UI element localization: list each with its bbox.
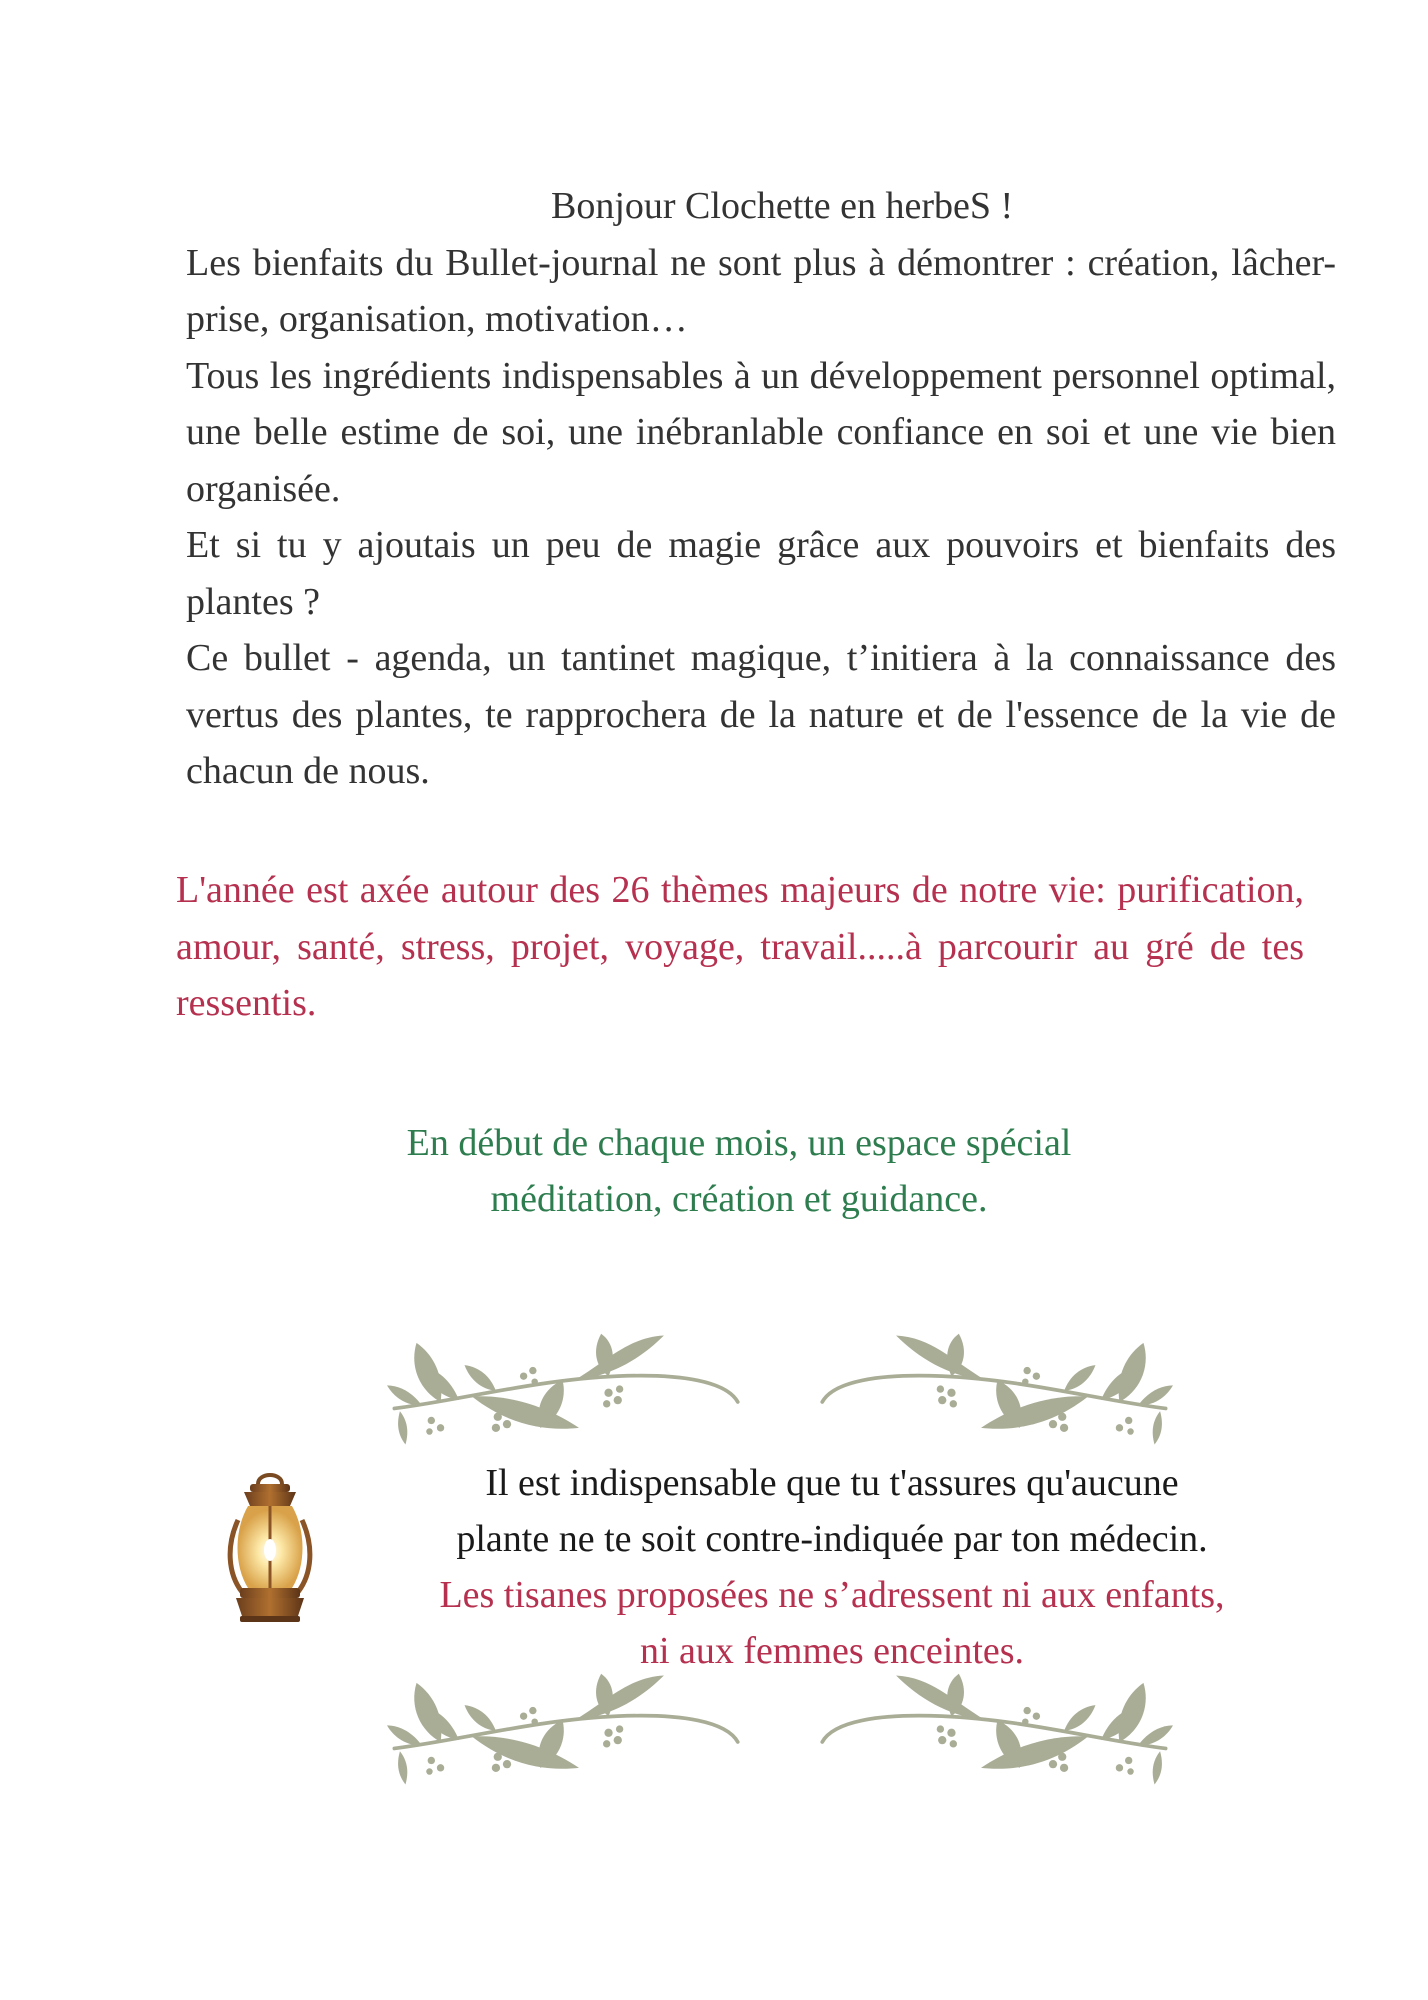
themes-section <box>176 862 1304 1032</box>
notice-line-4: ni aux femmes enceintes. <box>639 1630 1025 1672</box>
notice-line-3: Les tisanes proposées ne s’adressent ni aux enfants, <box>439 1574 1225 1616</box>
notice-section <box>370 1455 1294 1679</box>
notice-line-1: Il est indispensable que tu t'assures qu'aucune <box>485 1462 1179 1504</box>
intro-paragraph-2: Tous les ingrédients indispensables à un développement personnel optimal, une belle estime de soi, une inébranlable confiance en soi et une vie bien organisée. <box>186 354 1336 510</box>
olive-branch-icon <box>798 1670 1188 1790</box>
intro-paragraph-1: Les bienfaits du Bullet-journal ne sont plus à démontrer : création, lâcher-prise, organisation, motivation… <box>186 241 1336 340</box>
intro-paragraph-3: Et si tu y ajoutais un peu de magie grâce aux pouvoirs et bienfaits des plantes ? <box>186 524 1336 623</box>
monthly-section <box>0 1115 1428 1227</box>
monthly-line-2: méditation, création et guidance. <box>490 1178 988 1220</box>
greeting: Bonjour Clochette en herbeS ! <box>551 185 1014 227</box>
olive-branch-icon <box>798 1330 1188 1450</box>
monthly-line-1: En début de chaque mois, un espace spécial <box>406 1122 1072 1164</box>
lantern-icon <box>222 1470 318 1630</box>
intro-paragraph-4: Ce bullet - agenda, un tantinet magique, t’initiera à la connaissance des vertus des plantes, te rapprochera de la nature et de l'essence de la vie de chacun de nous. <box>186 637 1336 792</box>
notice-line-2: plante ne te soit contre-indiquée par ton médecin. <box>456 1518 1208 1560</box>
intro-section <box>186 178 1336 800</box>
themes-paragraph: L'année est axée autour des 26 thèmes majeurs de notre vie: purification, amour, santé, stress, projet, voyage, travail.....à parcourir au gré de tes ressentis. <box>176 869 1304 1024</box>
olive-branch-icon <box>372 1330 762 1450</box>
olive-branch-icon <box>372 1670 762 1790</box>
